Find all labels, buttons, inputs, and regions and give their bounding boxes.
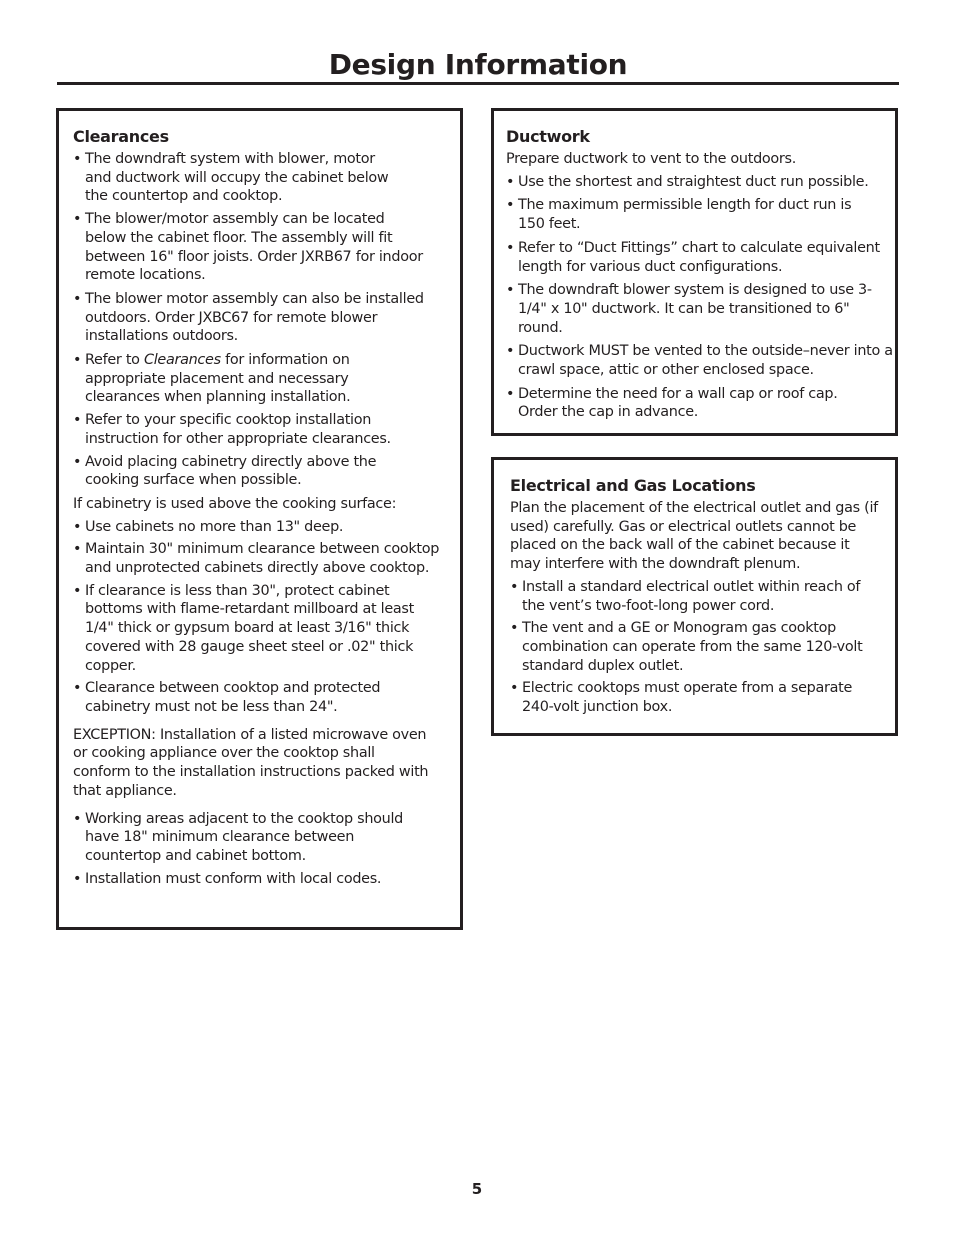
list-item: • Avoid placing cabinetry directly above the cooking surface when possible. (73, 453, 385, 490)
paragraph: Plan the placement of the electrical outlet and gas (if used) carefully. Gas or electrical outlets cannot be placed on the back wall of the cabinet because it may interfere with the downdraft plenum. (510, 500, 878, 573)
text-run: for information on appropriate placement and necessary clearances when planning installation. (85, 352, 351, 406)
list-item: • The blower motor assembly can also be installed outdoors. Order JXBC67 for remote blower installations outdoors. (73, 290, 453, 346)
paragraph: Prepare ductwork to vent to the outdoors. (506, 151, 797, 167)
list-item: • Maintain 30" minimum clearance between cooktop and unprotected cabinets directly above cooktop. (73, 540, 455, 577)
clearances-emphasis: Clearances (143, 352, 221, 369)
clearances-section (56, 108, 463, 930)
list-item: • Refer to your specific cooktop installation instruction for other appropriate clearances. (73, 411, 421, 448)
list-item: • Determine the need for a wall cap or roof cap. Order the cap in advance. (506, 385, 870, 422)
list-item: • The blower/motor assembly can be located below the cabinet floor. The assembly will fit between 16" floor joists. Order JXRB67 for indoor remote locations. (73, 210, 425, 285)
list-item: • Electric cooktops must operate from a separate 240-volt junction box. (510, 679, 880, 716)
list-item (73, 351, 403, 407)
paragraph: If cabinetry is used above the cooking surface: (73, 495, 397, 512)
ductwork-heading: Ductwork (506, 127, 590, 146)
list-item: • The vent and a GE or Monogram gas cooktop combination can operate from the same 120-volt standard duplex outlet. (510, 619, 894, 675)
list-item: • The downdraft system with blower, motor and ductwork will occupy the cabinet below the countertop and cooktop. (73, 150, 405, 206)
list-item: • Refer to “Duct Fittings” chart to calculate equivalent length for various duct configurations. (506, 239, 896, 276)
page-number: 5 (471, 1180, 483, 1198)
list-item: • Use the shortest and straightest duct run possible. (506, 173, 898, 192)
title-divider (57, 82, 899, 85)
list-item: • The maximum permissible length for duct run is 150 feet. (506, 196, 858, 233)
paragraph: EXCEPTION: Installation of a listed microwave oven or cooking appliance over the cooktop shall conform to the installation instructions packed with that appliance. (73, 726, 429, 799)
list-item: • The downdraft blower system is designed to use 3-1/4" x 10" ductwork. It can be transitioned to 6" round. (506, 281, 886, 337)
electrical-heading: Electrical and Gas Locations (510, 476, 756, 495)
electrical-gas-section (491, 457, 898, 736)
list-item: • Install a standard electrical outlet within reach of the vent’s two-foot-long power cord. (510, 578, 874, 615)
text-run: Refer to (85, 352, 144, 369)
list-item: • Installation must conform with local codes. (73, 870, 446, 889)
list-item: • If clearance is less than 30", protect cabinet bottoms with flame-retardant millboard at least 1/4" thick or gypsum board at least 3/16" thick covered with 28 gauge sheet steel or .02" thick copper. (73, 582, 443, 676)
list-item: • Use cabinets no more than 13" deep. (73, 518, 446, 537)
ductwork-section (491, 108, 898, 436)
clearances-heading: Clearances (73, 127, 169, 146)
list-item: • Ductwork MUST be vented to the outside–never into a crawl space, attic or other enclosed space. (506, 342, 896, 379)
list-item: • Working areas adjacent to the cooktop should have 18" minimum clearance between countertop and cabinet bottom. (73, 810, 430, 866)
list-item: • Clearance between cooktop and protected cabinetry must not be less than 24". (73, 679, 415, 716)
page-title: Design Information (328, 48, 628, 81)
